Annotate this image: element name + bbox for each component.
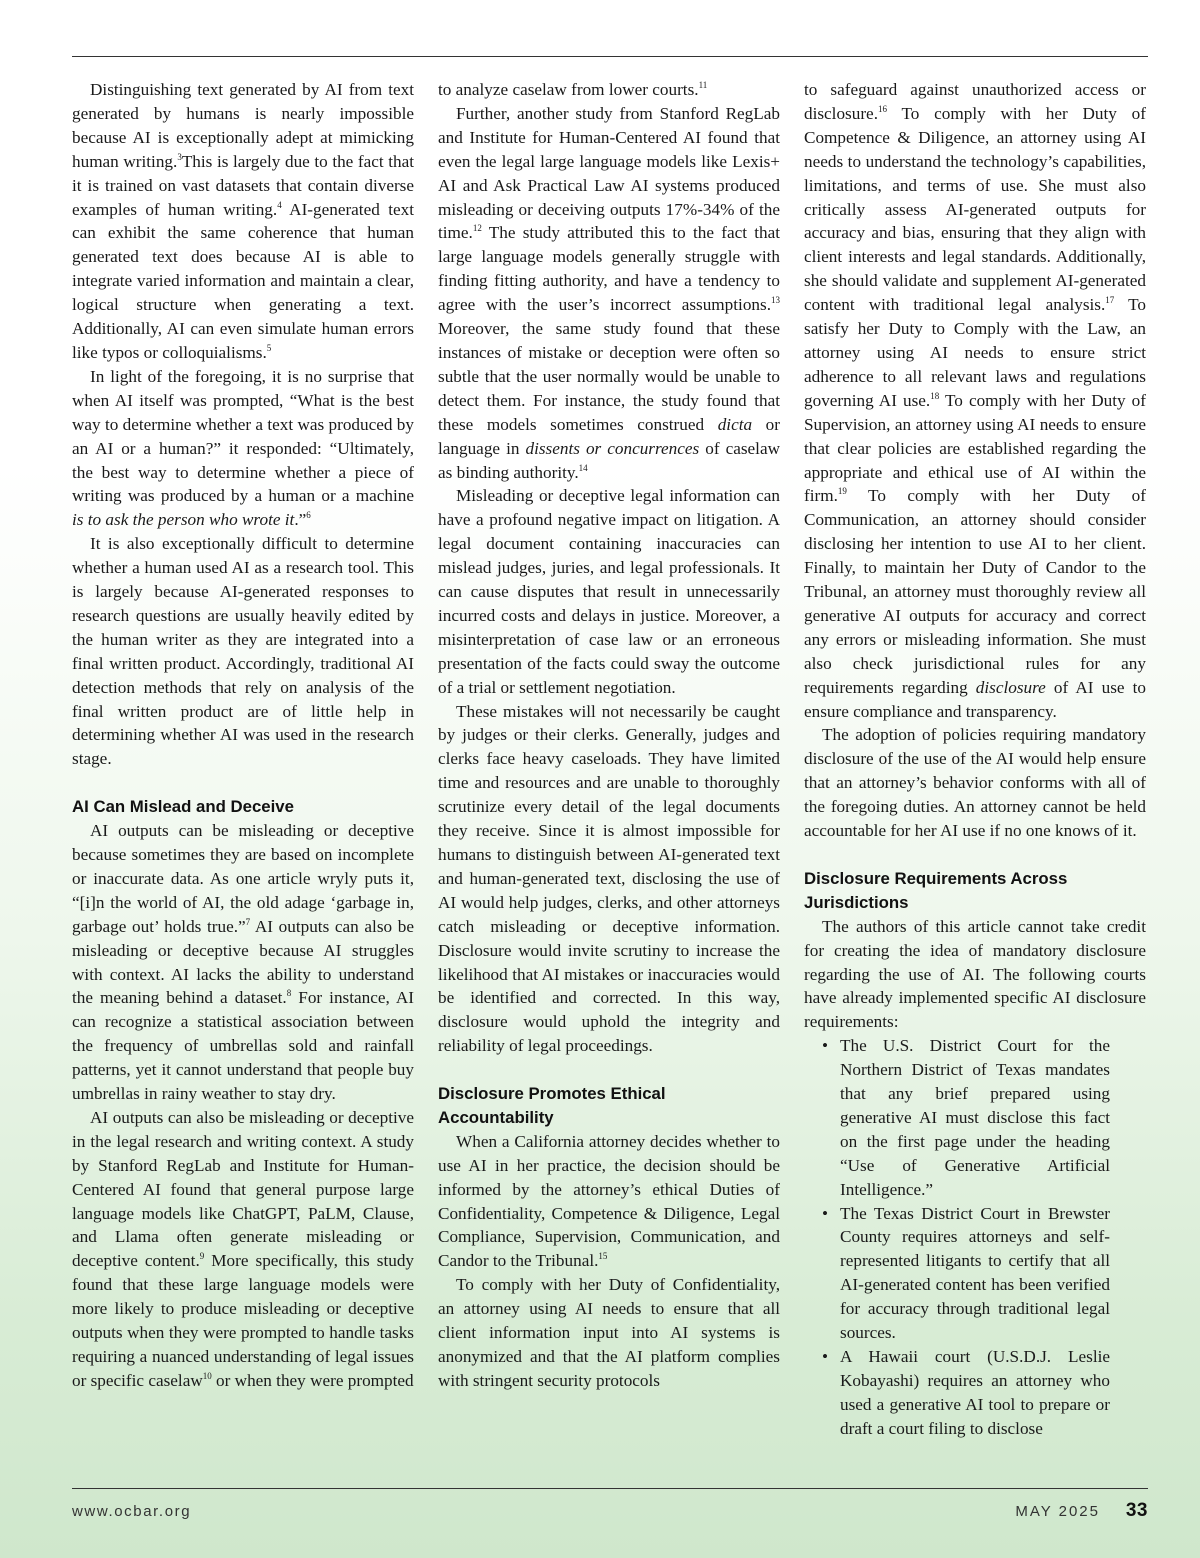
list-item: • The Texas District Court in Brewster County requires attorneys and self-represented litigants to certify that all AI-generated content has been verified for accuracy through traditional legal sources. bbox=[840, 1202, 1110, 1345]
paragraph: These mistakes will not necessarily be caught by judges or their clerks. Generally, judges and clerks face heavy caseloads. They have limited time and resources and are unable to thoroughly scrutinize every detail of the legal documents they receive. Since it is almost impossible for humans to distinguish between AI-generated text and human-generated text, disclosing the use of AI would help judges, clerks, and other attorneys catch misleading or deceptive information. Disclosure would invite scrutiny to increase the likelihood that AI mistakes or inaccuracies would be identified and corrected. In this way, disclosure would uphold the integrity and reliability of legal proceedings. bbox=[438, 701, 780, 1056]
footnote-ref[interactable]: 15 bbox=[598, 1251, 608, 1262]
footnote-ref[interactable]: 3 bbox=[177, 151, 182, 162]
footnote-ref[interactable]: 14 bbox=[578, 462, 588, 473]
column-3 bbox=[804, 78, 1146, 1441]
footnote-ref[interactable]: 5 bbox=[266, 342, 272, 353]
section-heading: Disclosure Promotes Ethical Accountability bbox=[438, 1084, 666, 1127]
footnote-ref[interactable]: 13 bbox=[771, 295, 780, 306]
paragraph: In light of the foregoing, it is no surprise that when AI itself was prompted, “What is the best way to determine whether a text was produced by an AI or a human?” it responded: “Ultimately, the best way to determine whether a piece of writing was produced by a human or a machine is to ask the person who wrote it.”$^6$ bbox=[72, 366, 414, 530]
footnote-ref[interactable]: 11 bbox=[698, 80, 708, 90]
footnote-ref[interactable]: 9 bbox=[199, 1251, 205, 1262]
column-1 bbox=[72, 78, 414, 1393]
footnote-ref[interactable]: 10 bbox=[202, 1370, 212, 1381]
list-item: • A Hawaii court (U.S.D.J. Leslie Kobayashi) requires an attorney who used a generative AI tool to prepare or draft a court filing to disclose bbox=[840, 1345, 1110, 1441]
footnote-ref[interactable]: 16 bbox=[878, 103, 887, 114]
section-heading: Disclosure Requirements Across Jurisdictions bbox=[804, 868, 1068, 912]
column-2 bbox=[438, 78, 780, 1393]
paragraph: Misleading or deceptive legal information can have a profound negative impact on litigation. A legal document containing inaccuracies can mislead judges, juries, and legal professionals. It can cause disputes that result in unnecessarily incurred costs and delays in justice. Moreover, a misinterpretation of case law or an erroneous presentation of the facts could sway the outcome of a trial or settlement negotiation. bbox=[438, 486, 780, 697]
footnote-ref[interactable]: 18 bbox=[930, 390, 940, 401]
footer-url[interactable]: www.ocbar.org bbox=[72, 1503, 192, 1520]
footnote-ref[interactable]: 6 bbox=[306, 510, 311, 521]
footnote-ref[interactable]: 8 bbox=[286, 988, 292, 999]
paragraph: AI outputs can be misleading or deceptive because sometimes they are based on incomplete or inaccurate data. As one article wryly puts it, “[i]n the world of AI, the old adage ‘garbage in, garbage out’ holds true.”$^7$ AI outputs can also be misleading or deceptive because AI struggles with context. AI lacks the ability to understand the meaning behind a dataset.$^8$ For instance, AI can recognize a statistical association between the frequency of umbrellas sold and rainfall patterns, yet it cannot understand that people buy umbrellas in rainy weather to stay dry. bbox=[72, 821, 414, 1104]
paragraph: Distinguishing text generated by AI from text generated by humans is nearly impossible because AI is exceptionally adept at mimicking human writing.$^3$This is largely due to the fact that it is trained on vast datasets that contain diverse examples of human writing.$^4$ AI-generated text can exhibit the same coherence that human generated text does because AI is able to integrate varied information and maintain a clear, logical structure when generating a text. Additionally, AI can even simulate human errors like typos or colloquialisms.$^5$ bbox=[72, 80, 414, 362]
top-rule bbox=[72, 56, 1148, 57]
paragraph: to analyze caselaw from lower courts.$^{11}$ bbox=[438, 80, 708, 99]
footnote-ref[interactable]: 7 bbox=[245, 916, 251, 927]
paragraph: AI outputs can also be misleading or deceptive in the legal research and writing context. A study by Stanford RegLab and Institute for Human-Centered AI found that general purpose large language models like ChatGPT, PaLM, Clause, and Llama often generate misleading or deceptive content.$^9$ More specifically, this study found that these large language models were more likely to produce misleading or deceptive outputs when they were prompted to handle tasks requiring a nuanced understanding of legal issues or specific caselaw$^{10}$ or when they were prompted bbox=[72, 1107, 415, 1390]
footer-date: MAY 2025 bbox=[1015, 1503, 1100, 1520]
paragraph: It is also exceptionally difficult to determine whether a human used AI as a research tool. This is largely because AI-generated responses to research questions are usually heavily edited by the human writer as they are integrated into a final written product. Accordingly, traditional AI detection methods that rely on analysis of the final written product are of little help in determining whether AI was used in the research stage. bbox=[72, 534, 414, 769]
paragraph: To comply with her Duty of Confidentiality, an attorney using AI needs to ensure that all client information input into AI systems is anonymized and that the AI platform complies with stringent security protocols bbox=[438, 1275, 780, 1390]
paragraph: When a California attorney decides whether to use AI in her practice, the decision should be informed by the attorney’s ethical Duties of Confidentiality, Competence & Diligence, Legal Compliance, Supervision, Communication, and Candor to the Tribunal.$^{15}$ bbox=[438, 1131, 780, 1271]
paragraph: The adoption of policies requiring mandatory disclosure of the use of the AI would help ensure that an attorney’s behavior conforms with all of the foregoing duties. An attorney cannot be held accountable for her AI use if no one knows of it. bbox=[804, 725, 1146, 841]
section-heading: AI Can Mislead and Deceive bbox=[72, 797, 294, 817]
paragraph: Further, another study from Stanford RegLab and Institute for Human-Centered AI found that even the legal large language models like Lexis+ AI and Ask Practical Law AI systems produced misleading or deceiving outputs 17%-34% of the time.$^{12}$ The study attributed this to the fact that large language models generally struggle with finding fitting authority, and have a tendency to agree with the user’s incorrect assumptions.$^{13}$ Moreover, the same study found that these instances of mistake or deception were often so subtle that the user normally would be unable to detect them. For instance, the study found that these models sometimes construed dicta or language in dissents or concurrences of caselaw as binding authority.$^{14}$ bbox=[438, 103, 780, 482]
footnote-ref[interactable]: 19 bbox=[837, 486, 847, 497]
court-list bbox=[804, 1034, 1146, 1440]
footnote-ref[interactable]: 4 bbox=[277, 199, 282, 210]
footnote-ref[interactable]: 17 bbox=[1105, 295, 1115, 306]
paragraph: to safeguard against unauthorized access or disclosure.$^{16}$ To comply with her Duty of Competence & Diligence, an attorney using AI needs to understand the technology’s capabilities, limitations, and terms of use. She must also critically assess AI-generated outputs for accuracy and bias, ensuring that they align with client interests and legal standards. Additionally, she should validate and supplement AI-generated content with traditional legal analysis.$^{17}$ To satisfy her Duty to Comply with the Law, an attorney using AI needs to ensure strict adherence to all relevant laws and regulations governing AI use.$^{18}$ To comply with her Duty of Supervision, an attorney using AI needs to ensure that clear policies are established regarding the appropriate and ethical use of AI within the firm.$^{19}$ To comply with her Duty of Communication, an attorney should consider disclosing her intention to use AI to her client. Finally, to maintain her Duty of Candor to the Tribunal, an attorney must thoroughly review all generative AI outputs for accuracy and correct any errors or misleading information. She must also check jurisdictional rules for any requirements regarding disclosure of AI use to ensure compliance and transparency. bbox=[804, 80, 1146, 721]
list-item: • The U.S. District Court for the Northern District of Texas mandates that any brief prepared using generative AI must disclose this fact on the first page under the heading “Use of Generative Artificial Intelligence.” bbox=[840, 1034, 1110, 1201]
bottom-rule bbox=[72, 1488, 1148, 1489]
paragraph: The authors of this article cannot take credit for creating the idea of mandatory disclosure regarding the use of AI. The following courts have already implemented specific AI disclosure requirements: bbox=[804, 916, 1146, 1032]
page-number: 33 bbox=[1125, 1500, 1148, 1521]
footnote-ref[interactable]: 12 bbox=[472, 223, 482, 234]
